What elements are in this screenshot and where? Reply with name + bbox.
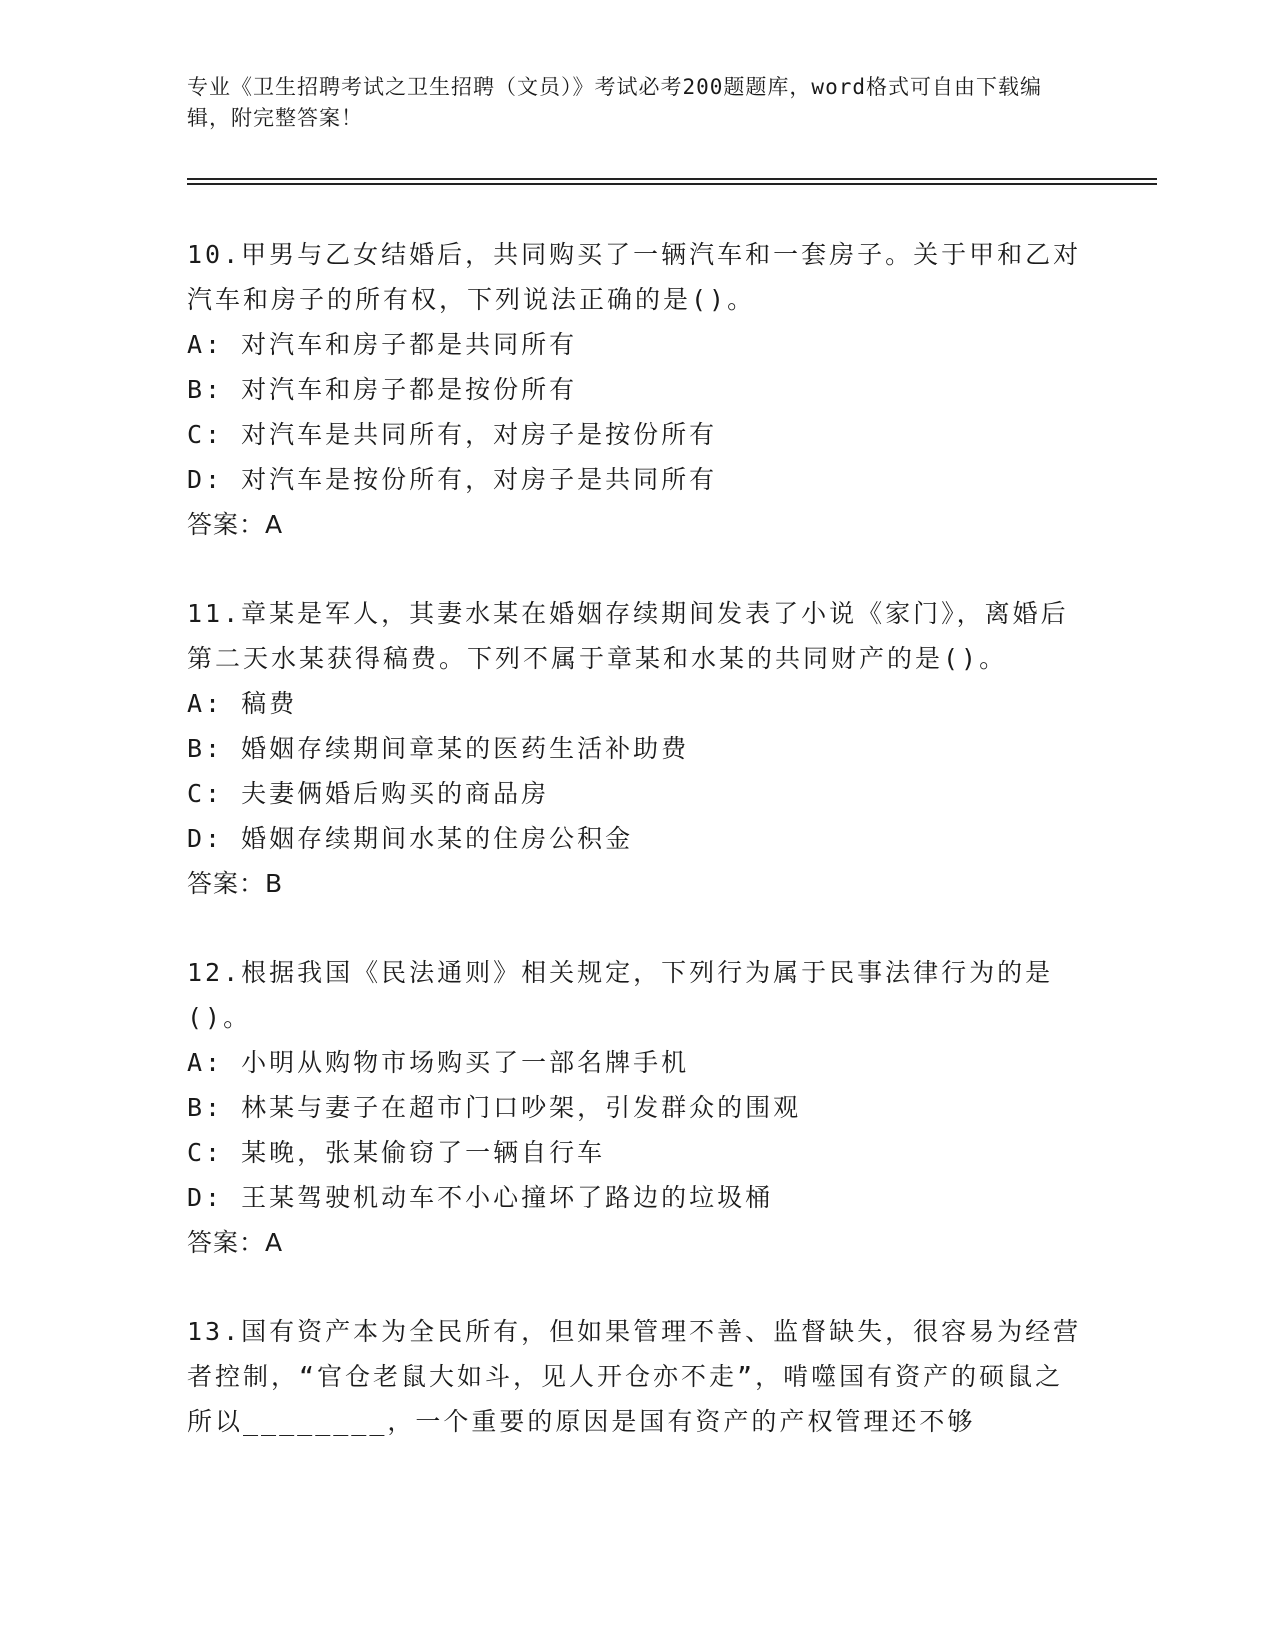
- option-a: A: 对汽车和房子都是共同所有: [187, 330, 578, 359]
- answer-line: 答案：A: [187, 510, 284, 539]
- question-13: [187, 1309, 1087, 1444]
- question-stem: 13.国有资产本为全民所有，但如果管理不善、监督缺失，很容易为经营者控制，“官仓老鼠大如斗，见人开仓亦不走”，啃噬国有资产的硕鼠之所以________，一个重要的原因是国有资产的产权管理还不够: [187, 1317, 1082, 1436]
- document-header: 专业《卫生招聘考试之卫生招聘（文员）》考试必考200题题库，word格式可自由下载编辑，附完整答案！: [187, 75, 1042, 130]
- option-c: C: 夫妻俩婚后购买的商品房: [187, 779, 550, 808]
- option-c: C: 某晚，张某偷窃了一辆自行车: [187, 1138, 606, 1167]
- answer-line: 答案：A: [187, 1228, 284, 1257]
- option-d: D: 王某驾驶机动车不小心撞坏了路边的垃圾桶: [187, 1183, 774, 1212]
- question-stem: 12.根据我国《民法通则》相关规定，下列行为属于民事法律行为的是()。: [187, 958, 1054, 1032]
- option-d: D: 婚姻存续期间水某的住房公积金: [187, 824, 634, 853]
- question-11: [187, 591, 1087, 906]
- option-a: A: 稿费: [187, 689, 298, 718]
- question-list: [187, 232, 1087, 1488]
- header-divider-bottom: [187, 183, 1157, 185]
- header-divider-top: [187, 178, 1157, 180]
- question-stem: 11.章某是军人，其妻水某在婚姻存续期间发表了小说《家门》，离婚后第二天水某获得稿费。下列不属于章某和水某的共同财产的是()。: [187, 599, 1069, 673]
- answer-line: 答案：B: [187, 869, 284, 898]
- option-a: A: 小明从购物市场购买了一部名牌手机: [187, 1048, 690, 1077]
- option-b: B: 林某与妻子在超市门口吵架，引发群众的围观: [187, 1093, 802, 1122]
- option-c: C: 对汽车是共同所有，对房子是按份所有: [187, 420, 718, 449]
- option-d: D: 对汽车是按份所有，对房子是共同所有: [187, 465, 718, 494]
- question-12: [187, 950, 1087, 1265]
- option-b: B: 对汽车和房子都是按份所有: [187, 375, 578, 404]
- question-stem: 10.甲男与乙女结婚后，共同购买了一辆汽车和一套房子。关于甲和乙对汽车和房子的所有权，下列说法正确的是()。: [187, 240, 1082, 314]
- question-10: [187, 232, 1087, 547]
- option-b: B: 婚姻存续期间章某的医药生活补助费: [187, 734, 690, 763]
